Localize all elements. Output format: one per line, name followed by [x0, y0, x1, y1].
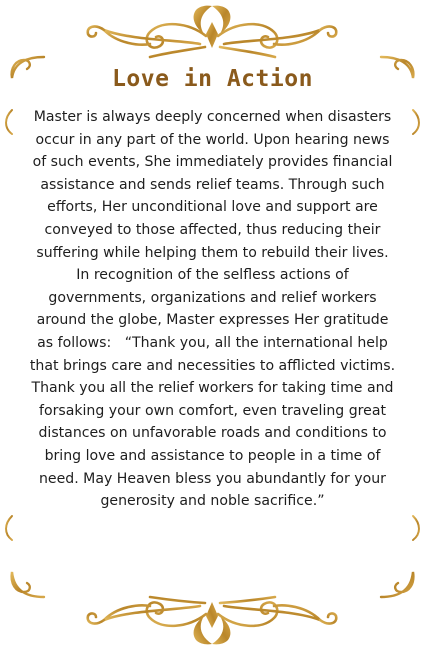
article-paragraph: In recognition of the selfless actions of governments, organizations and relief workers around the globe, Master expresses Her gratitude as follows: “Thank you, all the international help that brings care and necessities to afflicted victims. Thank you all the relief workers for taking time and forsaking your own comfort, even traveling great distances on unfavorable roads and conditions to bring love and assistance to people in a time of need. May Heaven bless you abundantly for your generosity and noble sacrifice.”	[29, 267, 396, 510]
article-title: Love in Action	[112, 66, 313, 92]
bottom-flourish-ornament	[88, 597, 337, 644]
top-flourish-ornament	[88, 6, 337, 57]
article-body	[28, 106, 397, 513]
article-paragraph: Master is always deeply concerned when disasters occur in any part of the world. Upon hearing news of such events, She immediately provides financial assistance and sends relief teams. Through such efforts, Her unconditional love and support are conveyed to those affected, thus reducing their suffering while helping them to rebuild their lives.	[32, 109, 393, 261]
